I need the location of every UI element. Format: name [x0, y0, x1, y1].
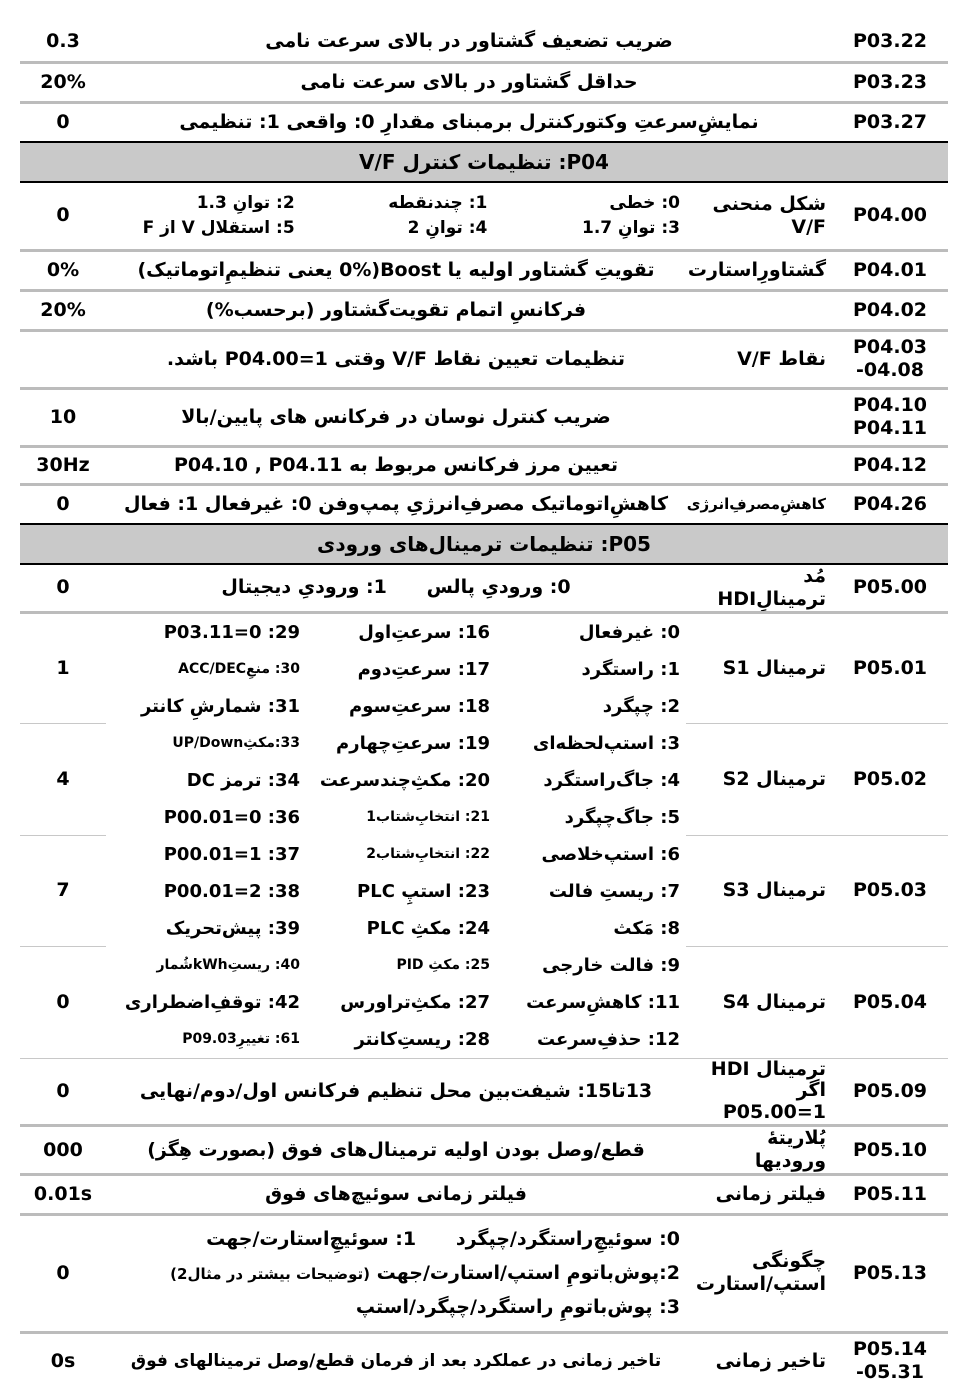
function-item: 5: جاگ‌چپگرد [564, 806, 680, 828]
function-item: 23: استپِ PLC [357, 880, 490, 902]
function-item: 27: مکثِ‌تراورس [340, 991, 490, 1013]
default-value: 10 [20, 388, 106, 446]
function-item: 20: مکثِ‌چندسرعت [319, 769, 490, 791]
terminal-function-list [106, 612, 686, 1058]
default-value [20, 330, 106, 388]
option-grid [106, 182, 686, 250]
option-item: 1: ورودیِ دیجیتال [221, 576, 387, 599]
default-value: 7 [20, 835, 106, 947]
param-code: P05.11 [832, 1174, 948, 1214]
param-name-line: اگر P05.00=1 [722, 1079, 827, 1124]
param-code: P05.02 [832, 724, 948, 836]
function-item: 6: استپ‌خلاصی [541, 843, 680, 865]
option-item: 3: توانِ 1.7 [582, 217, 680, 238]
table-row [20, 102, 948, 142]
param-description: تعیین مرز فرکانس مربوط به P04.10 , P04.11 [106, 446, 686, 484]
function-item: 1: راستگرد [581, 658, 680, 680]
section-header-p05 [20, 524, 948, 564]
function-item: 2: چپگرد [602, 695, 680, 717]
function-item: 37: P00.01=1 [163, 843, 300, 865]
table-row [20, 1126, 948, 1175]
param-code: P05.01 [832, 612, 948, 724]
option-note: (توضیحات بیشتر در مثال2) [170, 1265, 370, 1284]
default-value: 0 [20, 182, 106, 250]
param-name: گشتاورِاستارت [686, 250, 832, 290]
param-description: تاخیر زمانی در عملکرد بعد از فرمان قطع/وصل ترمینالهای فوق [130, 1350, 662, 1371]
function-item: 28: ریستِ‌کانتر [354, 1028, 490, 1050]
default-value: 0 [56, 492, 70, 515]
table-row [20, 388, 948, 446]
function-item: 22: انتخابِ‌شتاب2 [366, 845, 490, 862]
param-name: تاخیر زمانی [715, 1349, 827, 1372]
table-row [20, 22, 948, 62]
param-description: 13تا15: شیفت‌بین محل تنظیم فرکانس اول/دوم/نهایی [106, 1058, 686, 1126]
option-item: 4: توانِ 2 [407, 217, 488, 238]
param-code: P05.13 [832, 1214, 948, 1332]
function-item: 4: جاگ‌راستگرد [543, 769, 680, 791]
function-item: 25: مکثِ PID [396, 956, 490, 973]
default-value: 0.01s [20, 1174, 106, 1214]
function-item: 19: سرعتِ‌چهارم [336, 732, 490, 754]
function-item: 42: توقفِ‌اضطراری [124, 991, 300, 1013]
param-code: P05.10 [832, 1126, 948, 1175]
function-item: 0: غیرفعال [578, 621, 680, 643]
default-value: 0 [20, 1214, 106, 1332]
function-item: 16: سرعتِ‌اول [358, 621, 490, 643]
option-item: 2:پوش‌باتومِ استپ/استارت/جهت [376, 1262, 680, 1285]
default-value: 000 [20, 1126, 106, 1175]
function-item: 9: فالت خارجی [542, 954, 680, 976]
function-item: 18: سرعتِ‌سوم [349, 695, 490, 717]
table-row [20, 484, 948, 524]
function-item: 30: منعِ‌ACC/DEC [178, 660, 300, 677]
table-row [20, 290, 948, 330]
function-grid [112, 614, 680, 1058]
table-row [20, 62, 948, 102]
default-value: 0 [56, 110, 70, 133]
param-code: P05.03 [832, 835, 948, 947]
function-item: 24: مکثِ PLC [366, 917, 490, 939]
default-value: 0s [50, 1349, 76, 1372]
table-row [20, 446, 948, 484]
param-description: قطع/وصل بودن اولیه ترمینال‌های فوق (بصورت هِگز) [106, 1126, 686, 1175]
table-row [20, 564, 948, 612]
default-value: 0 [20, 564, 106, 612]
param-name [686, 446, 832, 484]
function-item: 11: کاهشِ‌سرعت [526, 991, 680, 1013]
param-name [686, 388, 832, 446]
default-value: 0 [20, 947, 106, 1059]
default-value: 0.3 [20, 22, 106, 62]
function-item: 29: P03.11=0 [163, 621, 300, 643]
param-description: فرکانسِ اتمام تقویت‌گشتاور (برحسب%) [106, 290, 686, 330]
function-item: 8: مَکث [613, 917, 680, 939]
param-description: فیلتر زمانی سوئیچ‌های فوق [106, 1174, 686, 1214]
param-code: P04.12 [832, 446, 948, 484]
param-name: شکل منحنی V/F [686, 182, 832, 250]
function-item: 39: پیش‌تحریک [165, 917, 300, 939]
parameter-table [20, 22, 948, 1388]
param-code: P03.27 [853, 110, 928, 133]
function-item: 3: استپ‌لحظه‌ای [532, 732, 680, 754]
default-value: 0 [20, 1058, 106, 1126]
param-name-line: ترمینال HDI [710, 1058, 827, 1080]
function-item: 38: P00.01=2 [163, 880, 300, 902]
default-value: 4 [20, 724, 106, 836]
section-title: P05: تنظیمات ترمینال‌های ورودی [20, 524, 948, 564]
param-name: کاهشِ‌مصرفِ‌انرژی [686, 495, 827, 514]
param-name [686, 290, 832, 330]
param-name: ترمینال S2 [686, 724, 832, 836]
param-code: P04.00 [832, 182, 948, 250]
param-name: ترمینال S3 [686, 835, 832, 947]
param-code: P04.02 [832, 290, 948, 330]
param-name: ترمینال S4 [686, 947, 832, 1059]
param-description: تقویتِ گشتاور اولیه یا Boost(0% یعنی تنظیمِ‌اتوماتیک) [106, 250, 686, 290]
table-row [20, 250, 948, 290]
param-code: P04.01 [832, 250, 948, 290]
option-item: 0: ورودیِ پالس [426, 576, 571, 599]
option-item: 1: سوئیچِ‌استارت/جهت [206, 1228, 417, 1251]
option-item: 0: خطی [609, 193, 680, 214]
default-value: 1 [20, 612, 106, 724]
param-code: P05.09 [832, 1058, 948, 1126]
section-header-p04 [20, 142, 948, 182]
param-name: فیلتر زمانی [686, 1174, 832, 1214]
function-item: 36: P00.01=0 [163, 806, 300, 828]
default-value: 20% [20, 62, 106, 102]
option-item: 0: سوئیچِ‌راستگرد/چپگرد [455, 1228, 680, 1251]
function-item: 31: شمارشِ کانتر [140, 695, 300, 717]
param-code: P04.10 P04.11 [832, 388, 948, 446]
table-row [20, 1058, 948, 1126]
param-code: P05.04 [832, 947, 948, 1059]
param-name: ترمینال S1 [686, 612, 832, 724]
param-description [106, 564, 686, 612]
table-row [20, 1332, 948, 1388]
function-item: 40: ریستِ‌kWh‌شُمار [156, 956, 300, 973]
param-name: نقاط V/F [686, 330, 832, 388]
table-row [20, 1174, 948, 1214]
table-row [20, 612, 948, 724]
param-name: پُلاریتهٔ ورودیها [686, 1126, 832, 1175]
option-item: 5: استقلال V از F [142, 217, 295, 238]
param-description: ضریب تضعیف گشتاور در بالای سرعت نامی [106, 22, 832, 62]
param-description: ضریب کنترل نوسان در فرکانس های پایین/بالا [106, 388, 686, 446]
default-value: 0% [20, 250, 106, 290]
function-item: 61: تغییرِP09.03 [182, 1030, 300, 1047]
param-name: چگونگی استپ/استارت [686, 1214, 832, 1332]
param-code: P04.03 -04.08 [832, 330, 948, 388]
param-description: کاهشِ‌اتوماتیک مصرفِ‌انرژیِ پمپ‌وفن 0: غیرفعال 1: فعال [123, 492, 669, 515]
param-code: P04.26 [853, 492, 928, 515]
table-row [20, 1214, 948, 1332]
param-description: حداقل گشتاور در بالای سرعت نامی [106, 62, 832, 102]
param-description [106, 1214, 686, 1332]
option-item: 1: چندنقطه [388, 193, 488, 214]
param-description: نمایشِ‌سرعتِ وکتورکنترل برمبنای مقدارِ 0: واقعی 1: تنظیمی [179, 110, 759, 133]
function-item: 17: سرعتِ‌دوم [357, 658, 490, 680]
option-line [112, 1222, 680, 1256]
param-code: P05.00 [832, 564, 948, 612]
param-name [686, 1058, 832, 1126]
table-row [20, 330, 948, 388]
option-item: 2: توانِ 1.3 [196, 193, 295, 214]
option-line [112, 1256, 680, 1290]
default-value: 20% [20, 290, 106, 330]
function-item: 33:مکثِ‌UP/Down [172, 734, 300, 751]
function-item: 7: ریستِ فالت [548, 880, 680, 902]
param-code: P03.23 [832, 62, 948, 102]
param-code: P03.22 [832, 22, 948, 62]
param-description: تنظیمات تعیین نقاط V/F وقتی P04.00=1 باشد. [106, 330, 686, 388]
option-item: 3: پوش‌باتومِ راستگرد/چپگرد/استپ [355, 1296, 680, 1319]
function-item: 12: حذفِ‌سرعت [536, 1028, 680, 1050]
function-item: 21: انتخابِ‌شتاب1 [366, 808, 490, 825]
default-value: 30Hz [20, 446, 106, 484]
section-title: P04: تنظیمات کنترل V/F [20, 142, 948, 182]
table-row [20, 182, 948, 250]
function-item: 34: ترمز DC [186, 769, 300, 791]
param-code: P05.14 -05.31 [853, 1338, 928, 1383]
param-name: مُد ترمینالِHDI [686, 564, 832, 612]
